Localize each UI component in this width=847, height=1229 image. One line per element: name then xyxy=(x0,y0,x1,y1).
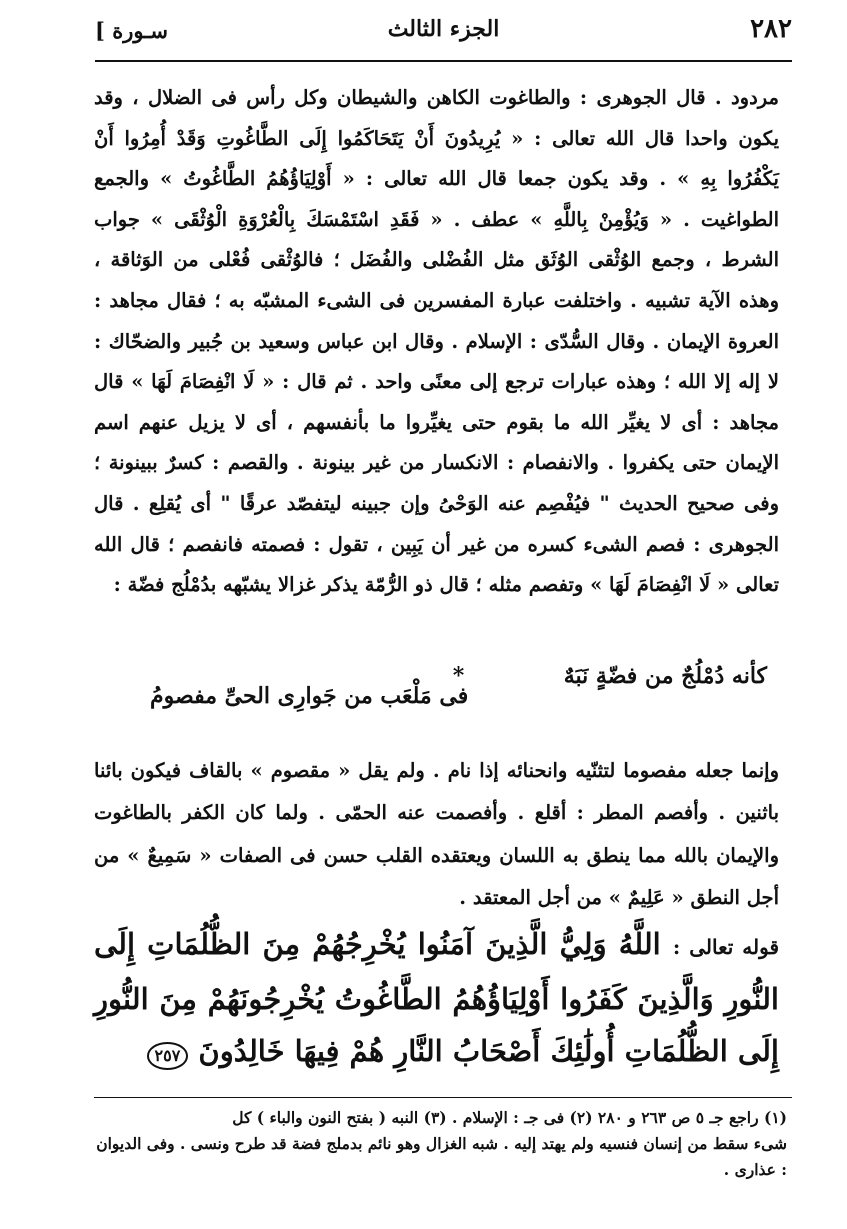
paragraph-1: مردود . قال الجوهرى : والطاغوت الكاهن والشيطان وكل رأس فى الضلال ، وقد يكون واحدا قال الله تعالى : « يُرِيدُونَ أَنْ يَتَحَاكَمُوا إِلَى الطَّاغُوتِ وَقَدْ أُمِرُوا أَنْ يَكْفُرُوا بِهِ » . وقد يكون جمعا قال الله تعالى : « أَوْلِيَاؤُهُمُ الطَّاغُوتُ » والجمع الطواغيت . « وَيُؤْمِنْ بِاللَّهِ » عطف . « فَقَدِ اسْتَمْسَكَ بِالْعُرْوَةِ الْوُثْقَى » جواب الشرط ، وجمع الوُثْقى الوُثَق مثل الفُضْلى والفُضَل ؛ فالوُثْقى فُعْلى من الوَثاقة ، وهذه الآية تشبيه . واختلفت عبارة المفسرين فى الشىء المشبّه به ؛ فقال مجاهد : العروة الإيمان . وقال السُّدّى : الإسلام . وقال ابن عباس وسعيد بن جُبير والضحّاك : لا إله إلا الله ؛ وهذه عبارات ترجع إلى معنًى واحد . ثم قال : « لَا انْفِصَامَ لَهَا » قال مجاهد : أى لا يغيِّر الله ما بقوم حتى يغيِّروا ما بأنفسهم ، أى لا يزيل عنهم اسم الإيمان حتى يكفروا . والانفصام : الانكسار من غير بينونة . والقصم : كسرٌ ببينونة ؛ وفى صحيح الحديث " فيُفْصِم عنه الوَحْىُ وإن جبينه ليتفصّد عرقًا " أى يُقلِع . قال الجوهرى : فصم الشىء كسره من غير أن يَبِين ، تقول : فصمته فانفصم ؛ قال الله تعالى « لَا انْفِصَامَ لَهَا » وتفصم مثله ؛ قال ذو الرُّمّة يذكر غزالا يشبّهه بدُمْلُج فضّة : xyxy=(94,86,779,597)
quran-text: اللَّهُ وَلِيُّ الَّذِينَ آمَنُوا يُخْرِجُهُمْ مِنَ الظُّلُمَاتِ إِلَى النُّورِ وَالَّذِينَ كَفَرُوا أَوْلِيَاؤُهُمُ الطَّاغُوتُ يُخْرِجُونَهُمْ مِنَ النُّورِ إِلَى الظُّلُمَاتِ أُولَٰئِكَ أَصْحَابُ النَّارِ هُمْ فِيهَا خَالِدُونَ xyxy=(94,927,779,1068)
quran-label: قوله تعالى : xyxy=(672,935,779,959)
footnote-line-1: (١) راجع جـ ٥ ص ٢٦٣ و ٢٨٠ (٢) فى جـ : الإسلام . (٣) النبه ( بفتح النون والباء ) كل xyxy=(232,1108,787,1127)
ayah-number-marker: ٢٥٧ xyxy=(147,1042,189,1070)
paragraph-2: وإنما جعله مفصوما لتثنّيه وانحنائه إذا نام . ولم يقل « مقصوم » بالقاف فيكون بائنا باثنين . وأفصم المطر : أقلع . وأفصمت عنه الحمّى . ولما كان الكفر بالطاغوت والإيمان بالله مما ينطق به اللسان ويعتقده القلب حسن فى الصفات « سَمِيعٌ » من أجل النطق « عَلِيمٌ » من أجل المعتقد . xyxy=(94,758,779,909)
footnote-divider xyxy=(94,1097,792,1098)
quran-verse-block xyxy=(94,918,779,1077)
commentary-text xyxy=(94,78,779,606)
poetry-verse xyxy=(150,655,767,709)
page-header xyxy=(95,14,792,56)
page-number: ٢٨٢ xyxy=(750,14,792,44)
verse-second-hemistich: فى مَلْعَب من جَوارِى الحىِّ مفصومُ xyxy=(150,683,469,709)
footnotes xyxy=(94,1105,787,1183)
footnote-line-2: شىء سقط من إنسان فنسيه ولم يهتد إليه . شبه الغزال وهو نائم بدملج فضة قد طرح ونسى . وفى الديوان : عذارى . xyxy=(96,1134,787,1179)
header-divider xyxy=(95,60,792,62)
surah-label: [ سـورة xyxy=(95,18,168,43)
verse-first-hemistich: كأنه دُمْلُجٌ من فضّةٍ نَبَهٌ xyxy=(563,663,767,689)
verse-separator: * xyxy=(452,663,465,689)
commentary-text-continued xyxy=(94,730,779,939)
running-title: الجزء الثالث xyxy=(387,16,500,42)
